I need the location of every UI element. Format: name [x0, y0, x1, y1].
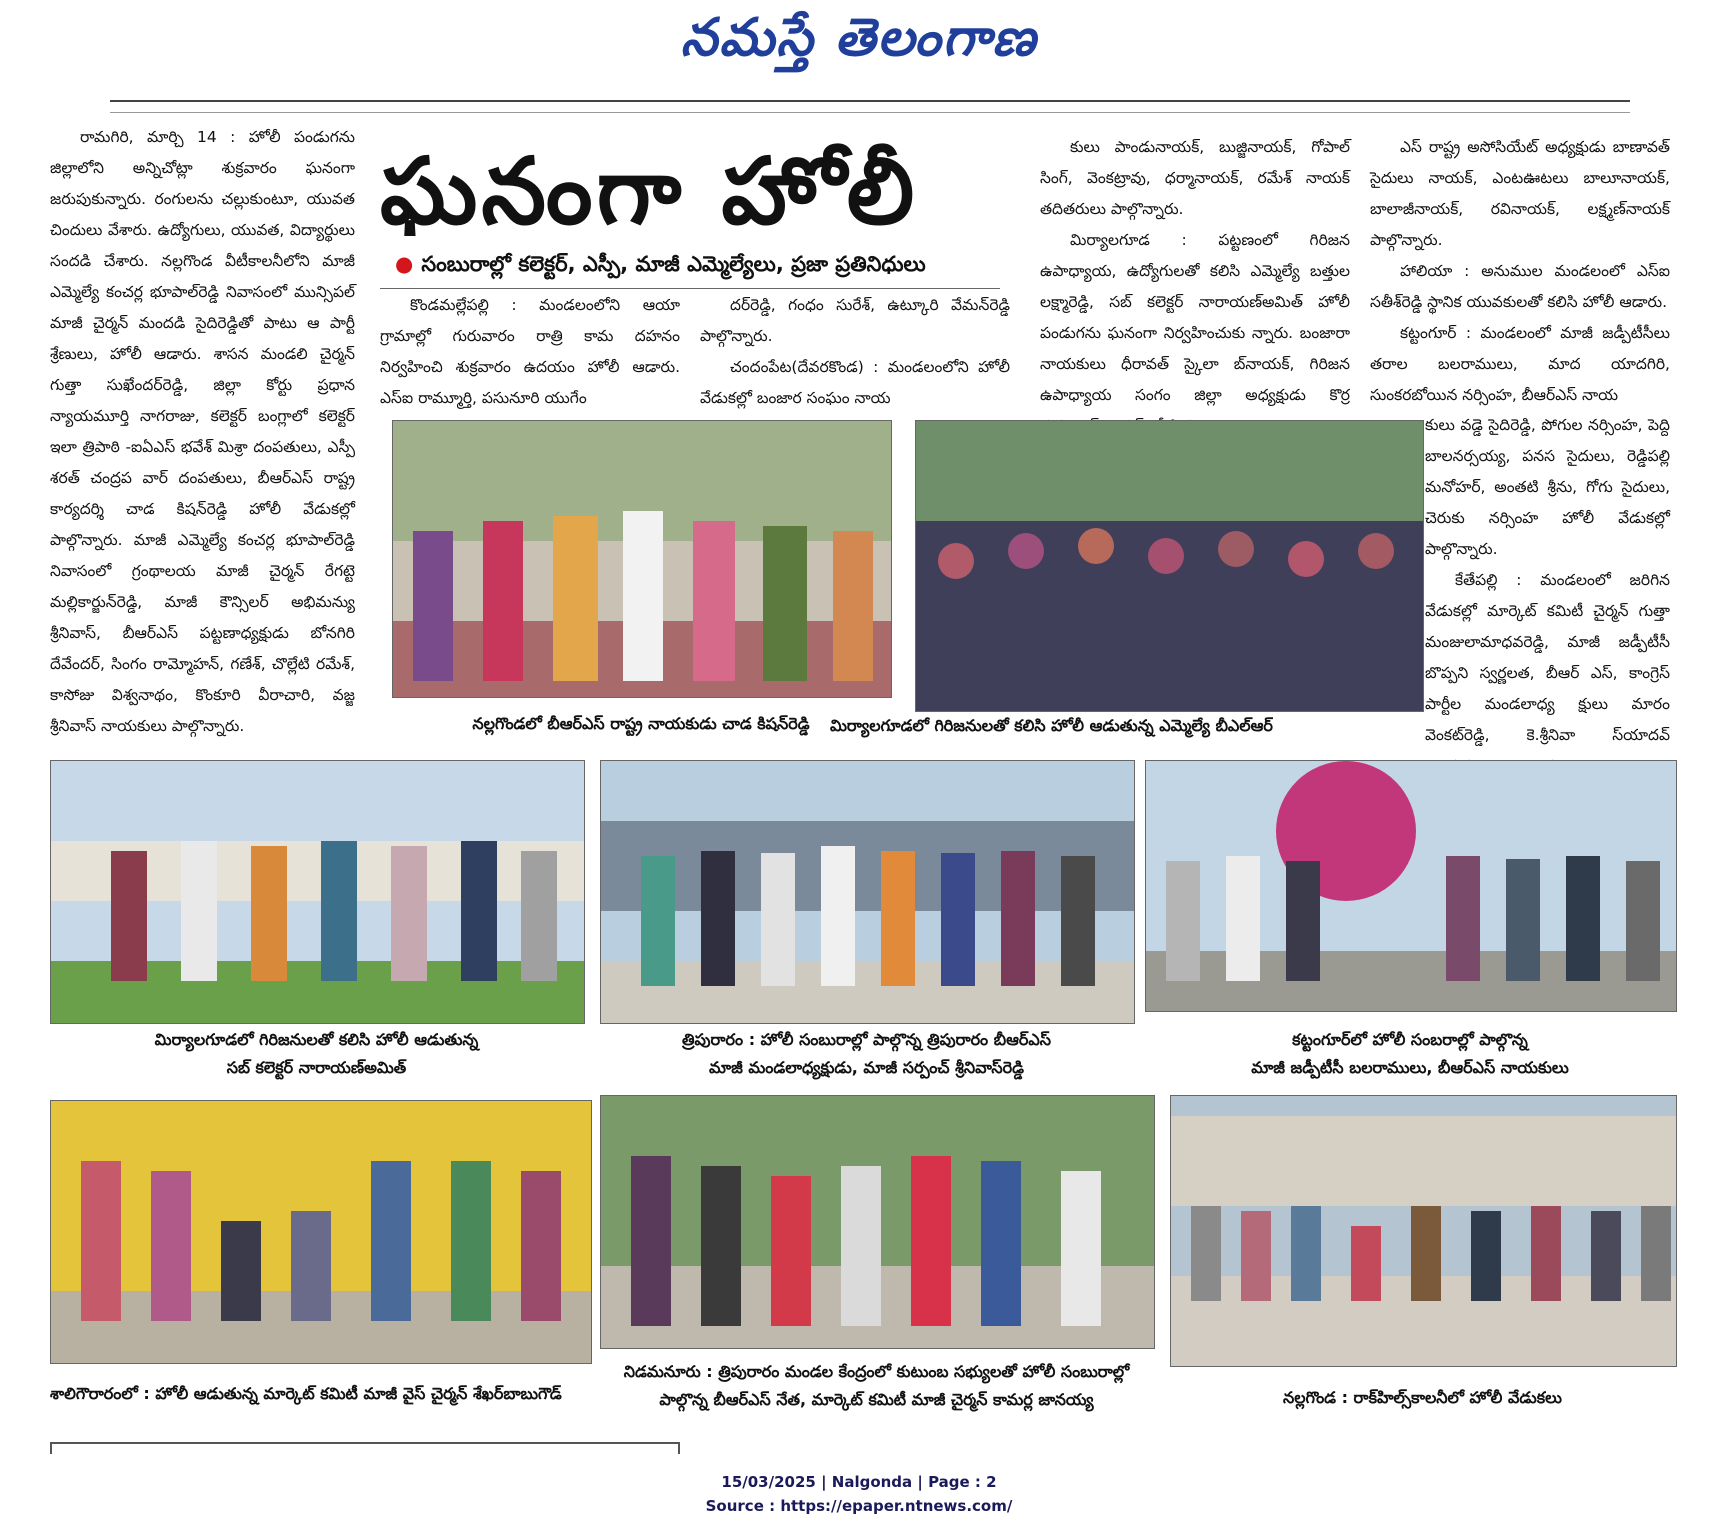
column-text: దర్‌రెడ్డి, గంధం సురేశ్, ఉట్కూరి వేమన్‌రెడ్డి పాల్గొన్నారు.: [700, 296, 1010, 345]
subheadline-text: సంబురాల్లో కలెక్టర్, ఎస్పీ, మాజీ ఎమ్మెల్యేలు, ప్రజా ప్రతినిధులు: [421, 252, 926, 276]
photo-nalgonda-rockhills: [1170, 1095, 1677, 1367]
masthead-logo: నమస్తే తెలంగాణ: [680, 8, 1038, 68]
photo-caption: [600, 1358, 1153, 1414]
photo-caption-line: పాల్గొన్న బీఆర్ఎస్ నేత, మార్కెట్ కమిటీ మాజీ చైర్మన్ కామర్ల జానయ్య: [659, 1390, 1094, 1409]
photo-nalgonda-kishan-reddy: [392, 420, 892, 698]
subheadline: [395, 252, 1015, 282]
photo-caption: నల్లగొండలో బీఆర్ఎస్ రాష్ట్ర నాయకుడు చాడ కిషన్‌రెడ్డి: [472, 714, 810, 733]
footer-date-edition: 15/03/2025 | Nalgonda | Page : 2: [721, 1473, 997, 1491]
headline: ఘనంగా హోలీ: [380, 138, 919, 245]
column-text: ఎస్ రాష్ట్ర అసోసియేట్ అధ్యక్షుడు బాణావత్ సైదులు నాయక్, ఎంటఊటలు బాలూనాయక్, బాలాజీనాయక్, రవినాయక్, లక్ష్మణ్‌నాయక్ పాల్గొన్నారు.: [1370, 138, 1670, 249]
article-column-2: [380, 290, 680, 410]
photo-miryalaguda-mla: [915, 420, 1424, 712]
advertisement-strip: [50, 1442, 680, 1454]
subhead-rule: [380, 288, 1000, 289]
article-column-4: [1040, 132, 1350, 410]
photo-caption: [50, 1026, 583, 1082]
footer-source[interactable]: Source : https://epaper.ntnews.com/: [705, 1497, 1013, 1515]
column-text: రామగిరి, మార్చి 14 : హోలీ పండుగను జిల్లాలోని అన్నిచోట్లా శుక్రవారం ఘనంగా జరుపుకున్నారు. రంగులను చల్లుకుంటూ, యువత చిందులు వేశారు. ఉద్యోగులు, యువత, విద్యార్థులు సందడి చేశారు. నల్లగొండ వీటీకాలనీలోని మాజీ ఎమ్మెల్యే కంచర్ల భూపాల్‌రెడ్డి నివాసంలో మున్సిపల్ మాజీ చైర్మన్ మందడి సైదిరెడ్డితో పాటు ఆ పార్టీ శ్రేణులు, హోలీ ఆడారు. శాసన మండలి చైర్మన్ గుత్తా సుఖేందర్‌రెడ్డి, జిల్లా కోర్టు ప్రధాన న్యాయమూర్తి నాగరాజు, కలెక్టర్ బంగ్లాలో కలెక్టర్ ఇలా త్రిపాఠి -ఐఏఎస్ భవేశ్ మిశ్రా దంపతులు, ఎస్పీ శరత్ చంద్రప వార్ దంపతులు, బీఆర్ఎస్ రాష్ట్ర కార్యదర్శి చాడ కిషన్‌రెడ్డి హోలీ వేడుకల్లో పాల్గొన్నారు. మాజీ ఎమ్మెల్యే కంచర్ల భూపాల్‌రెడ్డి నివాసంలో గ్రంథాలయ మాజీ చైర్మన్ రేగట్టె మల్లికార్జున్‌రెడ్డి, మాజీ కౌన్సిలర్ అభిమన్యు శ్రీనివాస్, బీఆర్ఎస్ పట్టణాధ్యక్షుడు బోనగిరి దేవేందర్, సింగం రామ్మోహన్, గణేశ్, చొల్లేటి రమేశ్, కాసోజు విశ్వనాథం, కొంకూరి వీరాచారి, వజ్జ శ్రీనివాస్ నాయకులు పాల్గొన్నారు.: [50, 128, 355, 735]
photo-caption: నల్లగొండ : రాక్‌హిల్స్‌కాలనీలో హోలీ వేడుకలు: [1283, 1388, 1562, 1407]
photo-caption-line: మాజీ మండలాధ్యక్షుడు, మాజీ సర్పంచ్ శ్రీనివాస్‌రెడ్డి: [709, 1058, 1024, 1077]
photo-miryalaguda-sub-collector: [50, 760, 585, 1024]
article-column-5: [1370, 132, 1670, 410]
column-text: కొండమల్లేపల్లి : మండలంలోని ఆయా గ్రామాల్లో గురువారం రాత్రి కామ దహనం నిర్వహించి శుక్రవారం ఉదయం హోలీ ఆడారు. ఎస్ఐ రామ్మూర్తి, పసునూరి యుగేం: [380, 296, 680, 407]
page-footer: [0, 1470, 1718, 1518]
photo-caption-line: నిడమనూరు : త్రిపురారం మండల కేంద్రంలో కుటుంబ సభ్యులతో హోలీ సంబురాల్లో: [623, 1362, 1130, 1381]
photo-caption-text: మిర్యాలగూడలో గిరిజనులతో కలిసి హోలీ ఆడుతున్న ఎమ్మెల్యే బీఎల్ఆర్: [830, 716, 1273, 735]
photo-shaligouraram: [50, 1100, 592, 1364]
header-rule: [110, 100, 1630, 113]
article-column-1: [50, 122, 355, 742]
photo-caption-line: కట్టంగూర్‌లో హోలీ సంబరాల్లో పాల్గొన్న: [1292, 1030, 1528, 1049]
photo-kattangur: [1145, 760, 1677, 1012]
photo-caption: శాలిగౌరారంలో : హోలీ ఆడుతున్న మార్కెట్ కమిటీ మాజీ వైస్ చైర్మన్ శేఖర్‌బాబుగౌడ్: [50, 1384, 562, 1403]
photo-caption-line: మిర్యాలగూడలో గిరిజనులతో కలిసి హోలీ ఆడుతున్న: [154, 1030, 479, 1049]
column-text: కులు పాండునాయక్, బుజ్జినాయక్, గోపాల్ సింగ్, వెంకట్రావు, ధర్మానాయక్, రమేశ్ నాయక్ తదితరులు పాల్గొన్నారు.: [1040, 138, 1350, 218]
column-text: కేతేపల్లి : మండలంలో జరిగిన వేడుకల్లో మార్కెట్ కమిటీ చైర్మన్ గుత్తా మంజులామాధవరెడ్డి, మాజీ జడ్పీటీసీ బొప్పని స్వర్ణలత, బీఆర్ ఎస్, కాంగ్రెస్ పార్టీల మండలాధ్య క్షులు మారం వెంకట్‌రెడ్డి, కె.శ్రీనివా స్‌యాదవ్: [1425, 571, 1670, 744]
photo-caption-line: త్రిపురారం : హోలీ సంబురాల్లో పాల్గొన్న త్రిపురారం బీఆర్ఎస్: [682, 1030, 1051, 1049]
bullet-icon: ●: [395, 252, 414, 276]
photo-caption-line: సబ్ కలెక్టర్ నారాయణ్‌అమిత్: [226, 1058, 407, 1077]
photo-caption: [600, 1026, 1133, 1082]
column-text: హాలియా : అనుముల మండలంలో ఎస్ఐ సతీశ్‌రెడ్డి స్థానిక యువకులతో కలిసి హోలీ ఆడారు.: [1370, 262, 1670, 311]
article-column-5-continued: [1425, 410, 1670, 750]
photo-caption: [1145, 1026, 1675, 1082]
photo-tripuraram: [600, 760, 1135, 1024]
photo-nidamanur: [600, 1095, 1155, 1349]
column-text: చందంపేట(దేవరకొండ) : మండలంలోని హోలీ వేడుకల్లో బంజార సంఘం నాయ: [700, 358, 1010, 407]
photo-caption-line: మాజీ జడ్పీటీసీ బలరాములు, బీఆర్ఎస్ నాయకులు: [1251, 1058, 1569, 1077]
article-column-3: [700, 290, 1010, 410]
photo-caption: [830, 712, 1676, 740]
column-text: కట్టంగూర్ : మండలంలో మాజీ జడ్పీటీసీలు తరాల బలరాములు, మాద యాదగిరి, సుంకరబోయిన నర్సింహ, బీఆర్ఎస్ నాయ: [1370, 324, 1670, 404]
column-text: కులు వడ్డె సైదిరెడ్డి, పోగుల నర్సింహ, పెద్ది బాలనర్సయ్య, పనస సైదులు, రెడ్డిపల్లి మనోహర్, అంతటి శ్రీను, గోగు సైదులు, చెరుకు నర్సింహ హోలీ వేడుకల్లో పాల్గొన్నారు.: [1425, 416, 1670, 558]
column-text: మిర్యాలగూడ : పట్టణంలో గిరిజన ఉపాధ్యాయ, ఉద్యోగులతో కలిసి ఎమ్మెల్యే బత్తుల లక్ష్మారెడ్డి, సబ్ కలెక్టర్ నారాయణ్‌అమిత్ హోలీ పండుగను ఘనంగా నిర్వహించుకు న్నారు. బంజారా నాయకులు ధీరావత్ స్కైలా బ్‌నాయక్, గిరిజన ఉపాధ్యాయ సంగం జిల్లా అధ్యక్షుడు కొర్ర: [1040, 231, 1350, 404]
